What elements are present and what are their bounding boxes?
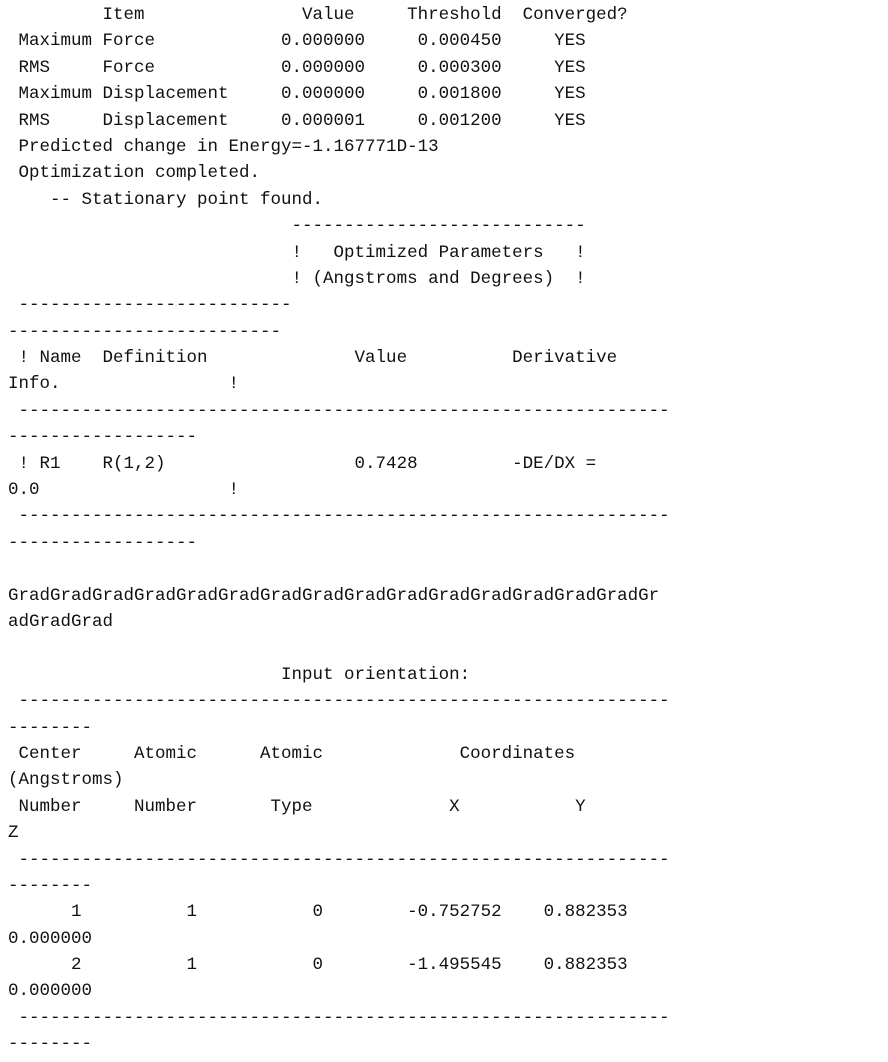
params-table-header: ! Name Definition Value Derivative (8, 348, 618, 369)
rms-force-row: RMS Force 0.000000 0.000300 YES (8, 57, 586, 78)
params-row-r1-wrap: 0.0 ! (8, 480, 240, 501)
grad-marker-line-wrap: adGradGrad (8, 611, 114, 632)
max-displacement-row: Maximum Displacement 0.000000 0.001800 YES (8, 84, 586, 105)
params-divider-wrap: ------------------ (8, 427, 198, 448)
params-divider: -------------------------------------------------------------- (8, 400, 670, 421)
max-force-row: Maximum Force 0.000000 0.000450 YES (8, 31, 586, 52)
params-row-r1: ! R1 R(1,2) 0.7428 -DE/DX = (8, 453, 597, 474)
orientation-header-1-wrap: (Angstroms) (8, 770, 124, 791)
orientation-divider: -------------------------------------------------------------- (8, 1007, 670, 1028)
input-orientation-title: Input orientation: (8, 664, 471, 685)
convergence-header-row: Item Value Threshold Converged? (8, 5, 628, 25)
params-box-top-border: ---------------------------- (8, 216, 586, 237)
blank-line (8, 556, 888, 582)
orientation-divider: -------------------------------------------------------------- (8, 849, 670, 870)
params-divider: -------------------------------------------------------------- (8, 506, 670, 527)
orientation-divider-wrap: -------- (8, 717, 93, 738)
orientation-divider: -------------------------------------------------------------- (8, 691, 670, 712)
params-box-title: ! Optimized Parameters ! (8, 242, 586, 263)
blank-line (8, 635, 888, 661)
optimization-completed-line: Optimization completed. (8, 163, 261, 184)
orientation-header-2-wrap: Z (8, 823, 19, 844)
rms-displacement-row: RMS Displacement 0.000001 0.001200 YES (8, 110, 586, 131)
orientation-header-2: Number Number Type X Y (8, 796, 586, 817)
atom-row-2-wrap: 0.000000 (8, 981, 93, 1002)
params-divider-wrap: ------------------ (8, 532, 198, 553)
atom-row-1-wrap: 0.000000 (8, 928, 93, 949)
stationary-point-line: -- Stationary point found. (8, 189, 324, 210)
atom-row-2: 2 1 0 -1.495545 0.882353 (8, 955, 628, 976)
orientation-divider-wrap: -------- (8, 875, 93, 896)
orientation-header-1: Center Atomic Atomic Coordinates (8, 743, 576, 764)
atom-row-1: 1 1 0 -0.752752 0.882353 (8, 902, 628, 923)
params-divider-wrap: -------------------------- (8, 321, 282, 342)
params-box-units: ! (Angstroms and Degrees) ! (8, 268, 586, 289)
predicted-energy-change-line: Predicted change in Energy=-1.167771D-13 (8, 136, 439, 157)
grad-marker-line: GradGradGradGradGradGradGradGradGradGradGradGradGradGradGradGr (8, 585, 660, 606)
params-divider: -------------------------- (8, 295, 292, 316)
orientation-divider-wrap: -------- (8, 1034, 93, 1055)
params-table-header-wrap: Info. ! (8, 374, 240, 395)
